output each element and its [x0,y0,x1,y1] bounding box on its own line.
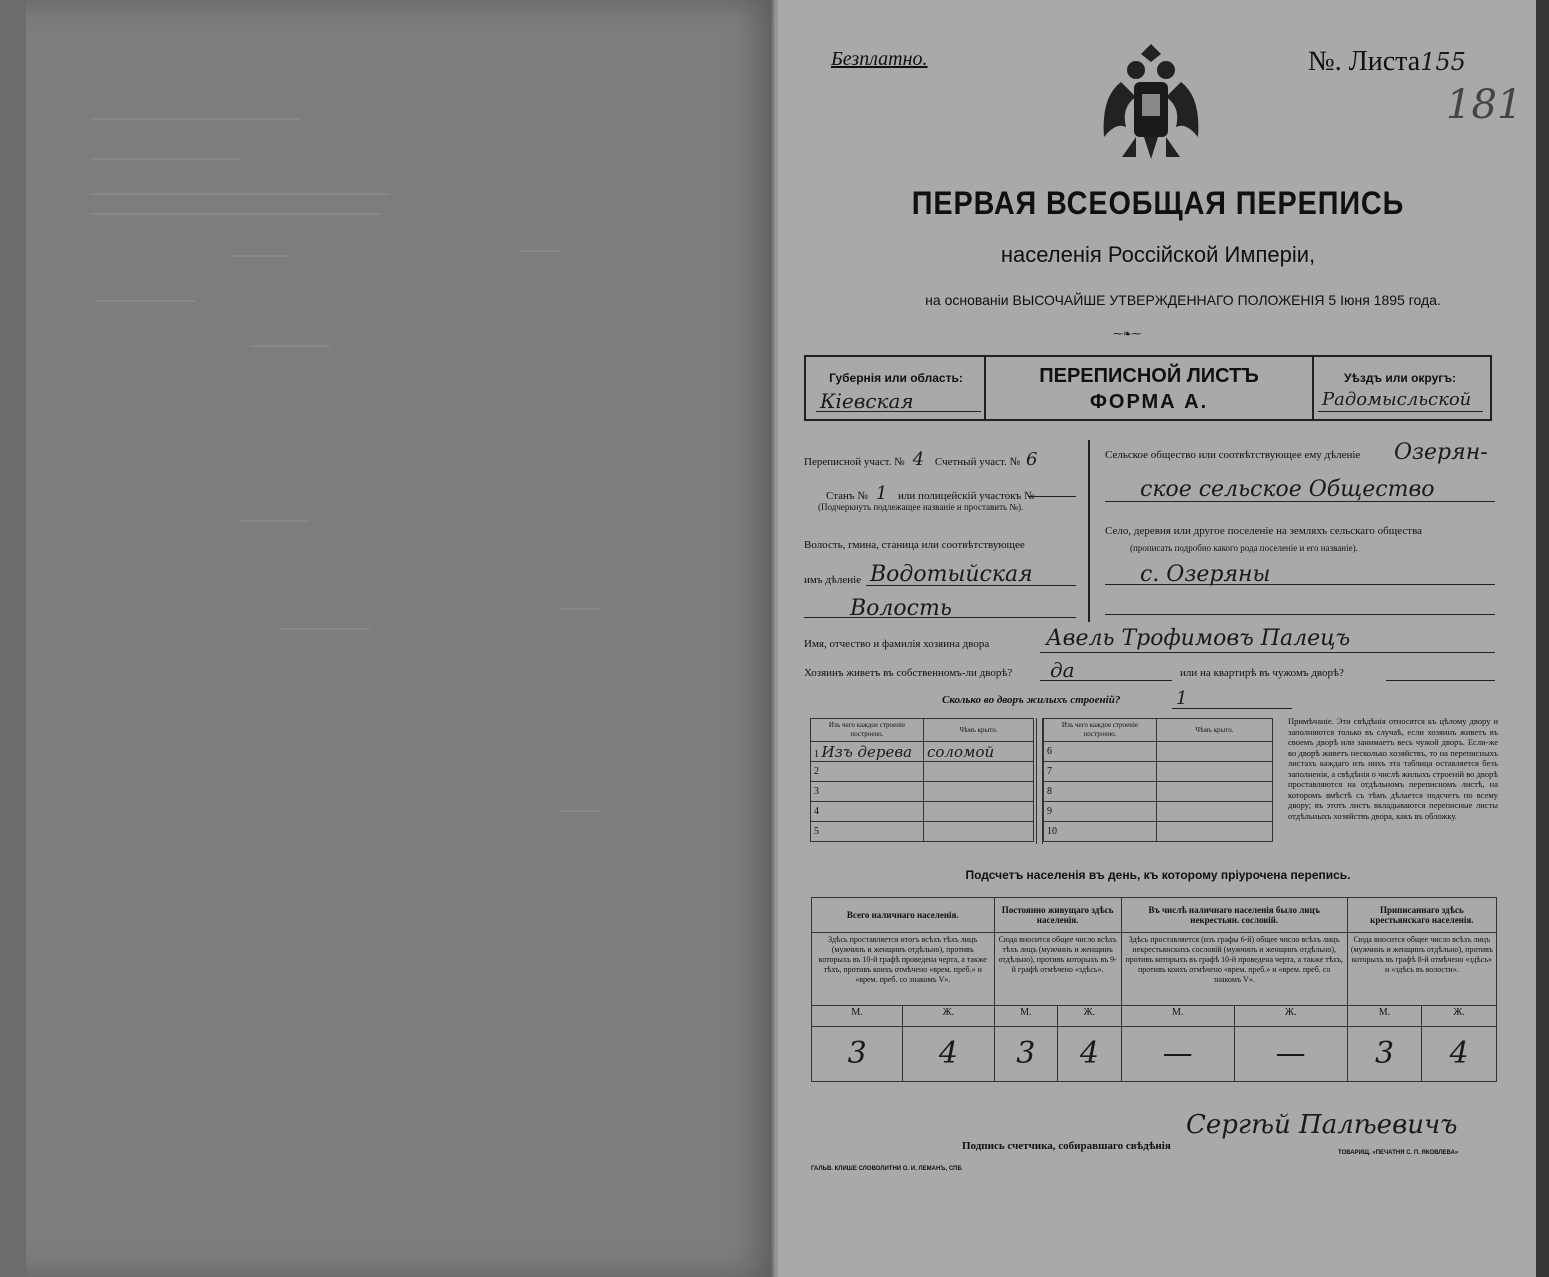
sheet-title: ПЕРЕПИСНОЙ ЛИСТЪ [1039,365,1259,387]
ornament-divider: ⁓❧⁓ [1113,329,1142,340]
census-form-page [778,0,1538,1277]
volost-value-2: Волость [850,596,952,621]
col-registered-desc: Сюда вносится общее число всѣхъ лицъ (мужчинъ и женщинъ отдѣльно), противъ которыхъ въ графѣ 8-й отмѣчено «здѣсь» и «здѣсь въ волости». [1347,933,1496,1006]
nonpeasant-male: — [1121,1027,1234,1082]
census-basis: на основаніи ВЫСОЧАЙШЕ УТВЕРЖДЕННАГО ПОЛОЖЕНІЯ 5 Іюня 1895 года. [925,292,1441,308]
society-label: Сельское общество или соотвѣтствующее ему дѣленіе [1105,449,1361,461]
census-subtitle: населенія Россійской Имперіи, [1000,242,1316,267]
table-row: 3 [811,782,1034,802]
dwellings-table-left [810,718,1034,842]
own-yard-value: да [1050,658,1075,682]
registered-male: 3 [1347,1027,1422,1082]
buildings-label: Сколько во дворъ жилыхъ строеній? [942,694,1121,706]
owner-label: Имя, отчество и фамилія хозяина двора [804,638,990,650]
col-roof-header: Чѣмъ крыто. [924,719,1034,742]
dwellings-note: Примѣчаніе. Эти свѣдѣнія относятся къ цѣлому двору и заполняются только въ случаѣ, если хозяинъ живетъ въ своемъ дворѣ или занимаетъ весь чужой дворъ. Если-же во дворѣ живетъ несколько хозяйствъ, то на переписныхъ листахъ каждаго изъ нихъ эта таблица оставляется безъ заполненія, а свѣдѣнія о числѣ жилыхъ строеній во дворѣ проставляются на отдѣльномъ переписномъ листѣ, на которомъ вмѣстѣ съ тѣмъ дѣлается подсчетъ по всему двору; въ этотъ листъ вкладываются переписные листы отдѣльныхъ хозяйствъ двора, какъ въ обложку. [1288,716,1498,821]
district-label: Уѣздъ или округъ: [1343,371,1457,385]
sheet-title-box [984,355,1314,421]
province-value: Кіевская [820,389,914,413]
printer-right: ТОВАРИЩ. «ПЕЧАТНЯ С. П. ЯКОВЛЕВА» [1338,1150,1459,1156]
province-label: Губернія или область: [829,371,963,385]
district-box [1310,355,1492,421]
buildings-value: 1 [1176,688,1188,709]
village-note: (прописать подробно какого рода поселеніе и его названіе). [1130,543,1358,553]
col-material-header: Изъ чего каждое строеніе построено. [811,719,924,742]
permanent-male: 3 [994,1027,1058,1082]
own-yard-label: Хозяинъ живетъ въ собственномъ-ли дворѣ? [804,667,1013,679]
society-value: Озерян- [1394,440,1488,465]
province-box [804,355,986,421]
present-female: 4 [903,1027,994,1082]
district-value: Радомысльской [1322,389,1472,410]
table-row: 6 [1044,742,1273,762]
village-label: Село, деревня или другое поселеніе на земляхъ сельскаго общества [1105,525,1423,537]
volost-label-2: имъ дѣленіе [804,574,862,586]
sheet-form: ФОРМА А. [1089,391,1209,413]
population-table: Всего наличнаго населенія. Постоянно живущаго здѣсь населенія. Въ числѣ наличнаго населенія было лицъ некрестьян. сословій. Приписаннаго здѣсь крестьянскаго населенія. Здѣсь проставляется итогъ всѣхъ тѣхъ лицъ (мужчинъ и женщинъ отдѣльно), противъ которыхъ въ 10-й графѣ проведена черта, а также тѣхъ, противъ коихъ отмѣчено «врем. преб.» и «врем. преб. со знакомъ V». Сюда вносится общее число всѣхъ тѣхъ лицъ (мужчинъ и женщинъ отдѣльно), противъ которыхъ въ 9-й графѣ отмѣчено «здѣсь». Здѣсь проставляется (изъ графы 6-й) общее число всѣхъ лицъ некрестьянскихъ сословій (мужчинъ и женщинъ отдѣльно), противъ которыхъ въ графѣ 10-й проведена черта, а также тѣхъ, противъ коихъ отмѣчено «врем. преб.» и «врем. преб. со знакомъ V». Сюда вносится общее число всѣхъ лицъ (мужчинъ и женщинъ отдѣльно), противъ которыхъ въ графѣ 8-й отмѣчено «здѣсь» и «здѣсь въ волости». М. Ж. М. Ж. М. Ж. М. Ж. 3 4 3 4 — — 3 4 [811,897,1497,1082]
stan-note: (Подчеркнуть подлежащее названіе и проставить №). [818,502,1024,512]
present-male: 3 [812,1027,903,1082]
sheet-number-label: №. Листа155 [1308,46,1466,77]
table-row: 4 [811,802,1034,822]
col-present-head: Всего наличнаго населенія. [812,898,995,933]
signature-label: Подпись счетчика, собиравшаго свѣдѣнія [962,1140,1171,1152]
background-edge [1536,0,1549,1277]
society-value-2: ское сельское Общество [1140,477,1435,502]
volost-value: Водотыйская [870,562,1033,587]
table-row: 2 [811,762,1034,782]
village-value: с. Озеряны [1140,562,1271,587]
free-label: Безплатно. [831,48,928,70]
col-permanent-head: Постоянно живущаго здѣсь населенія. [994,898,1121,933]
col-permanent-desc: Сюда вносится общее число всѣхъ тѣхъ лицъ (мужчинъ и женщинъ отдѣльно), противъ которыхъ въ 9-й графѣ отмѣчено «здѣсь». [994,933,1121,1006]
nonpeasant-female: — [1234,1027,1347,1082]
census-title: ПЕРВАЯ ВСЕОБЩАЯ ПЕРЕПИСЬ [911,185,1405,221]
imperial-eagle-emblem [1096,42,1206,167]
population-title: Подсчетъ населенія въ день, къ которому пріурочена перепись. [965,868,1351,882]
rented-label: или на квартирѣ въ чужомъ дворѣ? [1180,667,1344,679]
dwellings-table-right: Изъ чего каждое строеніе построено. Чѣмъ крыто. 6 7 8 9 10 [1043,718,1273,842]
table-row: 8 [1044,782,1273,802]
enumerator-signature: Сергѣй Палѣевичъ [1186,1110,1458,1140]
sheet-number-value: 155 [1420,48,1466,76]
table-row: 1 Изъ дерева соломой [811,742,1034,762]
table-row: 9 [1044,802,1273,822]
printer-left: ГАЛЬВ. КЛИШЕ СЛОВОЛИТНИ О. И. ЛЕМАНЪ, СПБ [811,1166,962,1172]
stan-field: Станъ № 1 или полицейскій участокъ № [826,483,1035,504]
table-row: 5 [811,822,1034,842]
sheet-number-stamp: 181 [1446,82,1523,128]
col-registered-head: Приписаннаго здѣсь крестьянскаго населенія. [1347,898,1496,933]
owner-value: Авель Трофимовъ Палецъ [1046,626,1351,651]
census-plot-field: Переписной участ. № 4 Счетный участ. № 6 [804,449,1038,470]
col-nonpeasant-desc: Здѣсь проставляется (изъ графы 6-й) общее число всѣхъ лицъ некрестьянскихъ сословій (мужчинъ и женщинъ отдѣльно), противъ которыхъ въ графѣ 10-й проведена черта, а также тѣхъ, противъ коихъ отмѣчено «врем. преб.» и «врем. преб. со знакомъ V». [1121,933,1347,1006]
col-present-desc: Здѣсь проставляется итогъ всѣхъ тѣхъ лицъ (мужчинъ и женщинъ отдѣльно), противъ которыхъ въ 10-й графѣ проведена черта, а также тѣхъ, противъ коихъ отмѣчено «врем. преб.» и «врем. преб. со знакомъ V». [812,933,995,1006]
col-nonpeasant-head: Въ числѣ наличнаго населенія было лицъ некрестьян. сословій. [1121,898,1347,933]
table-row: 10 [1044,822,1273,842]
table-row: 7 [1044,762,1273,782]
volost-label: Волость, гмина, станица или соотвѣтствующее [804,539,1025,551]
permanent-female: 4 [1058,1027,1122,1082]
registered-female: 4 [1422,1027,1497,1082]
